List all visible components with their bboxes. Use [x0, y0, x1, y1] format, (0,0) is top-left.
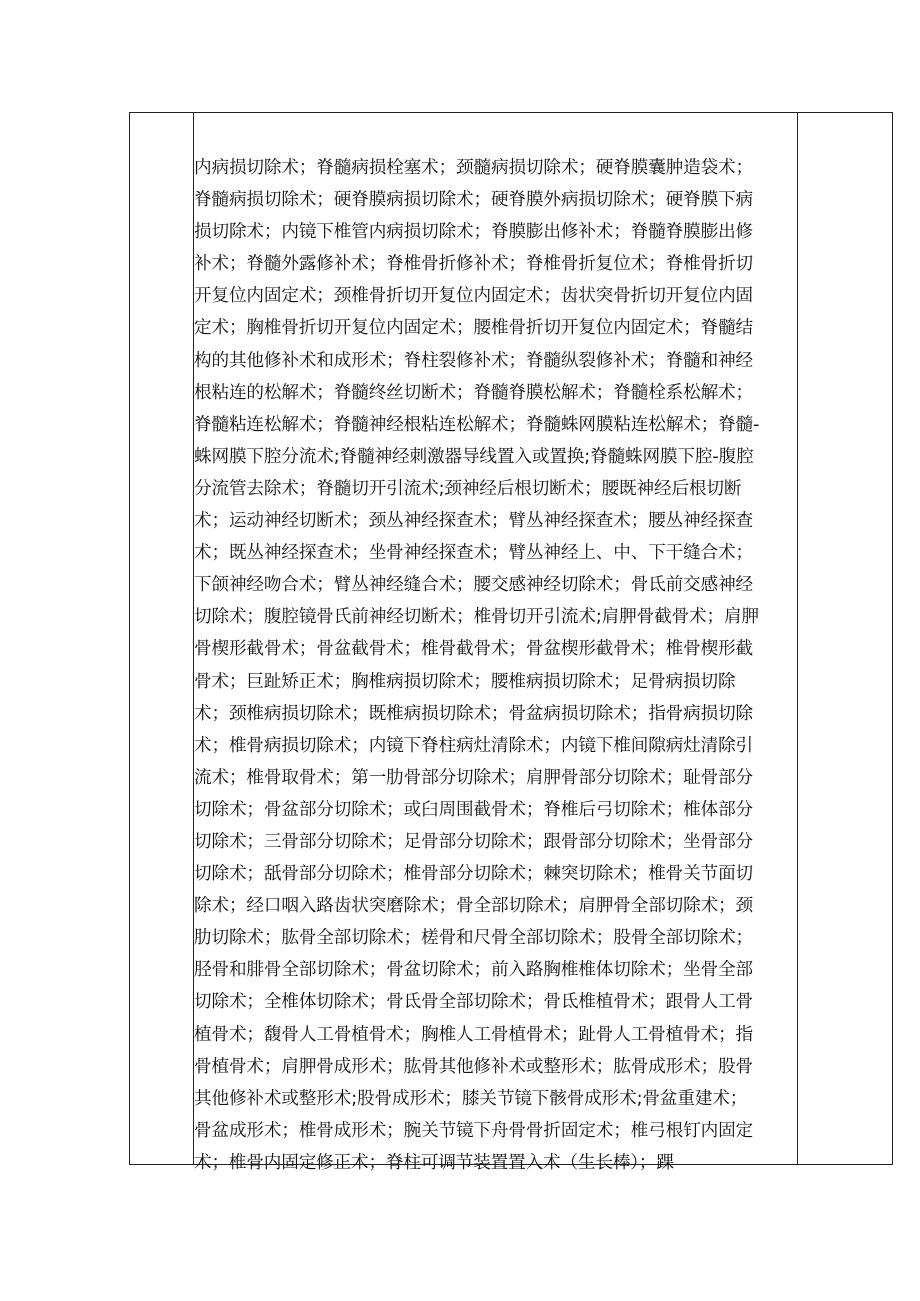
text-line: 骨植骨术；肩胛骨成形术；肱骨其他修补术或整形术；肱骨成形术；股骨: [194, 1056, 754, 1077]
text-line: 肋切除术；肱骨全部切除术；槎骨和尺骨全部切除术；股骨全部切除术；: [194, 928, 754, 949]
text-line: 内病损切除术；脊髓病损栓塞术；颈髓病损切除术；硬脊膜囊肿造袋术；: [194, 158, 754, 178]
text-line: 胫骨和腓骨全部切除术；骨盆切除术；前入路胸椎椎体切除术；坐骨全部: [194, 960, 754, 981]
text-line: 分流管去除术；脊髓切开引流术;颈神经后根切断术；腰既神经后根切断: [194, 478, 742, 499]
text-line: 切除术；舐骨部分切除术；椎骨部分切除术；棘突切除术；椎骨关节面切: [194, 864, 754, 885]
text-line: 除术；经口咽入路齿状突磨除术；骨全部切除术；肩胛骨全部切除术；颈: [194, 896, 754, 917]
text-line: 切除术；三骨部分切除术；足骨部分切除术；跟骨部分切除术；坐骨部分: [194, 831, 754, 852]
text-line: 骨术；巨趾矫正术；胸椎病损切除术；腰椎病损切除术；足骨病损切除: [194, 671, 736, 692]
text-line: 术；运动神经切断术；颈丛神经探查术；臂丛神经探查术；腰丛神经探查: [194, 511, 754, 532]
text-line: 下颌神经吻合术；臂丛神经缝合术；腰交感神经切除术；骨氐前交感神经: [194, 575, 754, 596]
text-line: 术；既丛神经探查术；坐骨神经探查术；臂丛神经上、中、下干缝合术；: [194, 543, 754, 564]
text-line: 术；椎骨病损切除术；内镜下脊柱病灶清除术；内镜下椎间隙病灶清除引: [194, 735, 754, 756]
text-line: 开复位内固定术；颈椎骨折切开复位内固定术；齿状突骨折切开复位内固: [194, 286, 754, 307]
text-line: 切除术；全椎体切除术；骨氐骨全部切除术；骨氐椎植骨术；跟骨人工骨: [194, 992, 754, 1013]
text-line: 定术；胸椎骨折切开复位内固定术；腰椎骨折切开复位内固定术；脊髓结: [194, 318, 754, 339]
table-cell-left: [130, 113, 193, 1164]
text-line: 蛛网膜下腔分流术;脊髓神经刺激器导线置入或置换;脊髓蛛网膜下腔-腹腔: [194, 446, 754, 467]
document-table: [129, 112, 893, 1173]
text-line: 流术；椎骨取骨术；第一肋骨部分切除术；肩胛骨部分切除术；耻骨部分: [194, 767, 754, 788]
text-line: 切除术；骨盆部分切除术；或臼周围截骨术；脊椎后弓切除术；椎体部分: [194, 799, 754, 820]
text-line: 其他修补术或整形术;股骨成形术；膝关节镜下骸骨成形术;骨盆重建术；: [194, 1088, 748, 1109]
text-line: 植骨术；馥骨人工骨植骨术；胸椎人工骨植骨术；趾骨人工骨植骨术；指: [194, 1024, 754, 1045]
text-line: 脊髓病损切除术；硬脊膜病损切除术；硬脊膜外病损切除术；硬脊膜下病: [194, 190, 754, 211]
text-line: 构的其他修补术和成形术；脊柱裂修补术；脊髓纵裂修补术；脊髓和神经: [194, 350, 754, 371]
text-line: 骨楔形截骨术；骨盆截骨术；椎骨截骨术；骨盆楔形截骨术；椎骨楔形截: [194, 639, 754, 660]
text-line: 根粘连的松解术；脊髓终丝切断术；脊髓脊膜松解术；脊髓栓系松解术；: [194, 382, 754, 403]
text-line: 损切除术；内镜下椎管内病损切除术；脊膜膨出修补术；脊髓脊膜膨出修: [194, 222, 754, 243]
text-line: 术；颈椎病损切除术；既椎病损切除术；骨盆病损切除术；指骨病损切除: [194, 703, 754, 724]
text-line: 骨盆成形术；椎骨成形术；腕关节镜下舟骨骨折固定术；椎弓根钉内固定: [194, 1120, 754, 1141]
text-line: 切除术；腹腔镜骨氏前神经切断术；椎骨切开引流术;肩胛骨截骨术；肩胛: [194, 607, 759, 628]
table-cell-right: [798, 113, 892, 1164]
table-cell-procedures: [194, 152, 798, 1179]
text-line: 术；椎骨内固定修正术；脊柱可调节装置置入术（生长棒）；踝: [194, 1152, 674, 1173]
text-line: 脊髓粘连松解术；脊髓神经根粘连松解术；脊髓蛛网膜粘连松解术；脊髓-: [194, 414, 760, 435]
text-line: 补术；脊髓外露修补术；脊椎骨折修补术；脊椎骨折复位术；脊椎骨折切: [194, 254, 754, 275]
